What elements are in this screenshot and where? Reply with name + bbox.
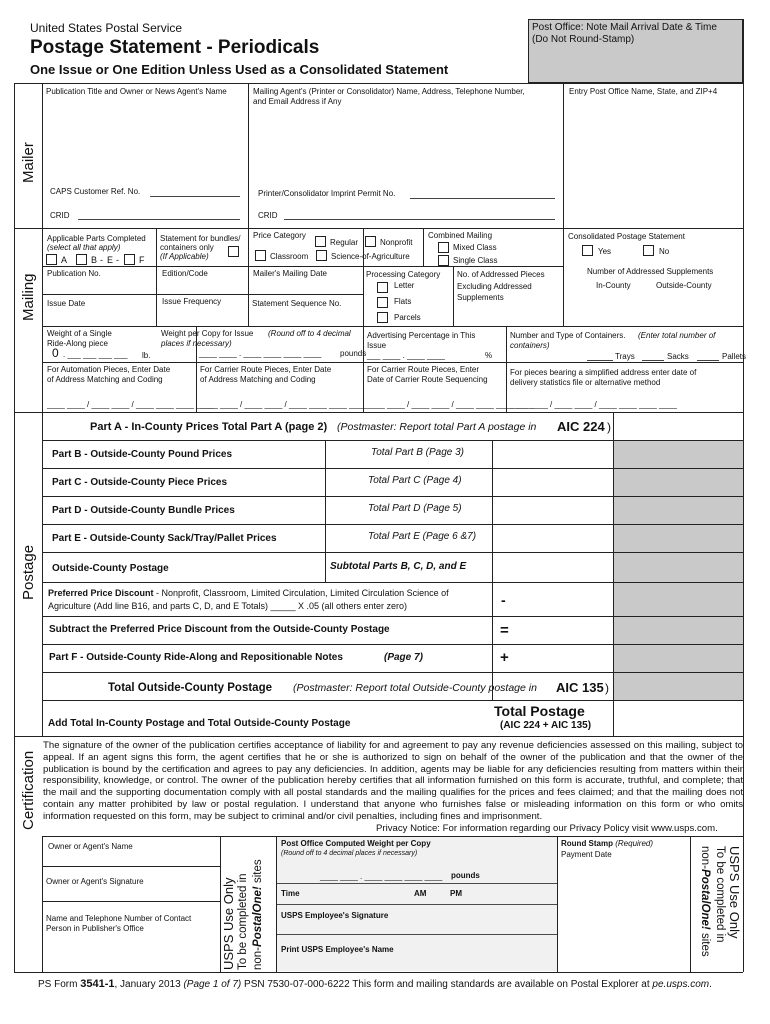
part-f-checkbox[interactable] (124, 254, 135, 265)
edition-code-field[interactable] (157, 279, 247, 293)
carrier-seq-date-label: For Carrier Route Pieces, Enter (367, 365, 480, 374)
preferred-discount-label (48, 588, 449, 599)
owner-agent-name-label: Owner or Agent's Name (48, 842, 133, 851)
weight-single-zero: 0 (52, 346, 59, 360)
part-c-label: Part C - Outside-County Piece Prices (52, 477, 228, 488)
part-b-page-ref: Total Part B (Page 3) (371, 447, 465, 458)
statement-bundles-checkbox[interactable] (228, 246, 239, 257)
statement-bundles-label: Statement for bundles/ (160, 234, 241, 243)
payment-date-label: Payment Date (561, 850, 612, 859)
part-d-amount-field[interactable] (493, 497, 612, 523)
sites-suffix-left: sites (252, 859, 264, 887)
issue-date-field[interactable] (43, 309, 155, 325)
mailing-agent-label-line2: and Email Address if Any (253, 97, 342, 106)
agency-name: United States Postal Service (30, 21, 183, 35)
part-b-amount-field[interactable] (493, 441, 612, 467)
combined-mailing-label: Combined Mailing (428, 231, 493, 240)
advertising-label: Advertising Percentage in This (367, 331, 476, 340)
addressed-pieces-label: No. of Addressed Pieces (457, 270, 545, 279)
print-employee-name-label: Print USPS Employee's Name (281, 945, 394, 954)
parcels-checkbox[interactable] (377, 312, 388, 323)
science-agri-label: Science-of-Agriculture (331, 252, 410, 261)
usps-completed-in-left: To be completed in (237, 873, 249, 970)
part-a-label: A (61, 255, 68, 265)
contact-person-field[interactable] (43, 935, 219, 971)
contact-person-label: Name and Telephone Number of Contact (46, 914, 192, 923)
weight-per-copy-note2: places if necessary) (161, 339, 232, 348)
part-e-label: Part E - Outside-County Sack/Tray/Pallet Prices (52, 533, 277, 544)
part-b-letter: B (91, 255, 98, 265)
add-total-label: Add Total In-County Postage and Total Outside-County Postage (48, 718, 351, 729)
part-a-checkbox[interactable] (46, 254, 57, 265)
subtract-discount-label: Subtract the Preferred Price Discount from the Outside-County Postage (49, 624, 390, 635)
section-label-mailer: Mailer (20, 142, 37, 183)
pallets-field[interactable] (697, 360, 719, 361)
subtotal-amount-field[interactable] (493, 553, 612, 581)
section-label-certification: Certification (20, 750, 37, 830)
trays-field[interactable] (587, 360, 613, 361)
advertising-percent-sign: % (485, 351, 493, 360)
single-class-label: Single Class (453, 256, 498, 265)
mixed-class-label: Mixed Class (453, 243, 497, 252)
single-class-checkbox[interactable] (438, 255, 449, 266)
arrival-note-line1: Post Office: Note Mail Arrival Date & Time (532, 22, 717, 33)
sacks-field[interactable] (642, 360, 664, 361)
owner-agent-name-field[interactable] (43, 852, 219, 865)
flats-checkbox[interactable] (377, 297, 388, 308)
equals-sign: = (500, 622, 509, 639)
edition-code-label: Edition/Code (162, 269, 208, 278)
part-bef-dash2: - (116, 255, 119, 265)
part-d-label: Part D - Outside-County Bundle Prices (52, 505, 235, 516)
regular-label: Regular (330, 238, 359, 247)
issue-date-label: Issue Date (47, 299, 86, 308)
publication-title-field[interactable] (43, 97, 247, 187)
issue-frequency-field[interactable] (157, 307, 247, 325)
part-b-label: Part B - Outside-County Pound Prices (52, 449, 233, 460)
preferred-discount-amount-field[interactable] (514, 583, 612, 615)
nonprofit-checkbox[interactable] (365, 236, 376, 247)
advertising-label2: Issue (367, 341, 387, 350)
part-f-amount-field[interactable] (514, 645, 612, 671)
weight-single-unit: lb. (142, 351, 151, 360)
mailers-mailing-date-field[interactable] (249, 279, 362, 293)
containers-hint: (Enter total number of (638, 331, 716, 340)
crid-right-field[interactable] (284, 219, 555, 220)
part-f-label: Part F - Outside-County Ride-Along and Repositionable Notes (49, 652, 343, 663)
classroom-label: Classroom (270, 252, 309, 261)
total-postage-aic: (AIC 224 + AIC 135) (500, 720, 592, 731)
flats-label: Flats (394, 297, 412, 306)
addressed-pieces-label2: Excluding Addressed (457, 282, 532, 291)
usps-employee-signature-label: USPS Employee's Signature (281, 911, 389, 920)
nonprofit-label: Nonprofit (380, 238, 413, 247)
carrier-seq-date-field[interactable]: ____ ____ / ____ ____ / ____ ____ ____ ____ (367, 400, 534, 409)
usps-non-postalone-right (698, 846, 711, 957)
weight-per-copy-label: Weight per Copy for Issue (161, 329, 254, 338)
arrival-note-line2: (Do Not Round-Stamp) (532, 34, 635, 45)
time-label: Time (281, 889, 300, 898)
postalone-brand-right: PostalOne! (699, 869, 711, 930)
statement-sequence-field[interactable] (249, 309, 362, 325)
po-weight-field[interactable]: ____ ____ . ____ ____ ____ ____ (320, 872, 443, 881)
postalone-brand-left: PostalOne! (252, 886, 264, 947)
regular-checkbox[interactable] (315, 236, 326, 247)
in-county-supplements-field[interactable] (576, 292, 646, 324)
total-outside-county-paren: ) (605, 681, 609, 695)
total-outside-county-label: Total Outside-County Postage (108, 682, 272, 694)
weight-single-field[interactable]: . ___ ___ ___ ___ (63, 350, 128, 359)
sacks-label: Sacks (667, 352, 689, 361)
weight-per-copy-field[interactable]: ____ ____ . ____ ____ ____ ____ (199, 349, 322, 358)
footer-form-number: 3541-1 (80, 978, 115, 990)
in-county-label: In-County (596, 281, 631, 290)
containers-hint2: containers) (510, 341, 550, 350)
footer-period: . (709, 979, 712, 990)
printer-permit-label: Printer/Consolidator Imprint Permit No. (258, 189, 396, 198)
usps-completed-in-right: To be completed in (714, 846, 726, 943)
issue-frequency-label: Issue Frequency (162, 297, 222, 306)
time-field[interactable] (305, 886, 410, 902)
statement-bundles-hint: (If Applicable) (160, 252, 209, 261)
entry-post-office-field[interactable] (564, 97, 742, 227)
footer (38, 978, 712, 991)
part-a-paren: ) (607, 420, 611, 434)
outside-county-supplements-field[interactable] (652, 292, 732, 324)
round-stamp-bold: Round Stamp (561, 839, 613, 848)
processing-category-label: Processing Category (366, 270, 441, 279)
footer-date: , January 2013 (114, 979, 184, 990)
total-postage-amount-field[interactable] (614, 701, 742, 735)
usps-use-only-title-left: USPS Use Only (221, 877, 236, 970)
mixed-class-checkbox[interactable] (438, 242, 449, 253)
po-weight-hint: (Round off to 4 decimal places if necessary) (281, 850, 418, 857)
part-a-amount-field[interactable] (614, 413, 742, 439)
footer-ps-form: PS Form (38, 979, 81, 990)
footer-url[interactable]: pe.usps.com (652, 979, 710, 990)
usps-employee-signature-field[interactable] (277, 921, 556, 933)
privacy-notice: Privacy Notice: For information regarding our Privacy Policy visit www.usps.com. (376, 823, 718, 834)
crid-right-label: CRID (258, 211, 278, 220)
carrier-route-date-label2: of Address Matching and Coding (200, 375, 316, 384)
addressed-pieces-label3: Supplements (457, 293, 504, 302)
simplified-address-label: For pieces bearing a simplified address enter date of (510, 368, 697, 377)
total-outside-county-note: (Postmaster: Report total Outside-County postage in (293, 682, 537, 694)
part-d-page-ref: Total Part D (Page 5) (368, 503, 462, 514)
part-a-aic: AIC 224 (557, 419, 605, 434)
publication-no-field[interactable] (43, 279, 155, 293)
simplified-address-date-field[interactable]: ____ ____ / ____ ____ / ____ ____ ____ ____ (510, 400, 677, 409)
footer-psn: PSN 7530-07-000-6222 This form and mailing standards are available on Postal Explorer at (241, 979, 653, 990)
automation-date-label2: of Address Matching and Coding (47, 375, 163, 384)
weight-per-copy-note: (Round off to 4 decimal (268, 329, 351, 338)
weight-single-label: Weight of a Single (47, 329, 112, 338)
non-prefix-right: non- (699, 846, 711, 870)
caps-ref-field[interactable] (150, 196, 240, 197)
consolidated-statement-label: Consolidated Postage Statement (568, 232, 685, 241)
pallets-label: Pallets (722, 352, 747, 361)
publication-no-label: Publication No. (47, 269, 101, 278)
part-a-label: Part A - In-County Prices Total Part A (page 2) (90, 421, 328, 433)
print-employee-name-field[interactable] (277, 955, 556, 971)
owner-agent-signature-field[interactable] (43, 887, 219, 900)
outside-county-postage-label: Outside-County Postage (52, 563, 169, 574)
addressed-pieces-field[interactable] (454, 305, 562, 325)
price-category-label: Price Category (253, 231, 306, 240)
carrier-seq-date-label2: Date of Carrier Route Sequencing (367, 375, 488, 384)
form-subtitle: One Issue or One Edition Unless Used as a Consolidated Statement (30, 62, 449, 77)
consolidated-yes-checkbox[interactable] (582, 245, 593, 256)
po-weight-label: Post Office Computed Weight per Copy (281, 839, 431, 848)
mailing-agent-label-line1: Mailing Agent's (Printer or Consolidator) Name, Address, Telephone Number, (253, 87, 525, 96)
sites-suffix-right: sites (699, 929, 711, 957)
carrier-route-date-label: For Carrier Route Pieces, Enter Date (200, 365, 332, 374)
entry-post-office-label: Entry Post Office Name, State, and ZIP+4 (569, 87, 718, 96)
round-stamp-required: (Required) (615, 839, 654, 848)
publication-title-label: Publication Title and Owner or News Agent's Name (46, 87, 227, 96)
classroom-checkbox[interactable] (255, 250, 266, 261)
statement-sequence-label: Statement Sequence No. (252, 299, 342, 308)
preferred-discount-bold: Preferred Price Discount (48, 588, 154, 598)
crid-left-label: CRID (50, 211, 70, 220)
non-prefix-left: non- (252, 946, 264, 970)
part-bef-checkbox[interactable] (76, 254, 87, 265)
science-agri-checkbox[interactable] (316, 250, 327, 261)
trays-label: Trays (615, 352, 635, 361)
minus-sign: - (501, 592, 506, 608)
mailing-agent-field[interactable] (249, 107, 562, 187)
plus-sign: + (500, 649, 509, 666)
contact-person-label2: Person in Publisher's Office (46, 924, 144, 933)
section-label-mailing: Mailing (20, 273, 37, 321)
consolidated-no-label: No (659, 247, 670, 256)
part-e-amount-field[interactable] (493, 525, 612, 551)
crid-left-field[interactable] (78, 219, 240, 220)
usps-non-postalone-left (252, 859, 265, 970)
containers-label: Number and Type of Containers. (510, 331, 626, 340)
po-weight-unit: pounds (451, 871, 480, 880)
printer-permit-field[interactable] (410, 198, 555, 199)
letter-label: Letter (394, 281, 415, 290)
number-supplements-label: Number of Addressed Supplements (587, 267, 714, 276)
simplified-address-label2: delivery statistics file or alternative method (510, 378, 661, 387)
net-outside-county-amount-field[interactable] (514, 617, 612, 643)
part-f-label: F (139, 255, 145, 265)
owner-agent-signature-label: Owner or Agent's Signature (46, 877, 144, 886)
consolidated-yes-label: Yes (598, 247, 612, 256)
preferred-discount-line2: Agriculture (Add line B16, and parts C, D, and E Totals) _____ X .05 (all others enter zero) (48, 601, 408, 611)
consolidated-no-checkbox[interactable] (643, 245, 654, 256)
part-e-page-ref: Total Part E (Page 6 &7) (368, 531, 477, 542)
total-outside-county-aic: AIC 135 (556, 680, 604, 695)
preferred-discount-rest: - Nonprofit, Classroom, Limited Circulation, Limited Circulation Science of (153, 588, 449, 598)
part-e-letter: E (107, 255, 114, 265)
am-label: AM (414, 889, 427, 898)
postmaster-gray-column (613, 440, 743, 700)
part-a-note: (Postmaster: Report total Part A postage in (337, 421, 537, 433)
part-bef-dash1: - (100, 255, 103, 265)
part-c-amount-field[interactable] (493, 469, 612, 495)
automation-date-label: For Automation Pieces, Enter Date (47, 365, 171, 374)
round-stamp-label (561, 839, 653, 849)
letter-checkbox[interactable] (377, 282, 388, 293)
statement-bundles-label2: containers only (160, 243, 214, 252)
certification-text: The signature of the owner of the publication certifies acceptance of liability for and agreement to pay any revenue deficiencies assessed on this mailing, subject to appeal. If an agent signs this form, the agent certifies that he or she is authorized to sign on behalf of the owner of the publication and that the owner of the publication is bound by the certification and agrees to pay any deficiencies. In addition, agents may be liable for any deficiencies resulting from matters within their responsibility, knowledge, or control. The owner of the publication hereby certifies that all information furnished on this form is accurate, truthful, and complete; that the mail and the supporting documentation comply with all postal standards and the mailing qualifies for the prices and fees claimed; and that the mailing does not contain any matter prohibited by law or postal regulation. I understand that anyone who furnishes false or misleading information on this form or who omits information requested on this form, may be subject to criminal and/or civil penalties, including fines and imprisonment. (43, 740, 743, 822)
usps-use-only-title-right: USPS Use Only (727, 846, 742, 939)
total-postage-label: Total Postage (494, 703, 585, 719)
round-stamp-area[interactable] (558, 861, 689, 971)
form-title: Postage Statement - Periodicals (30, 37, 320, 58)
weight-single-label2: Ride-Along piece (47, 339, 108, 348)
mailers-mailing-date-label: Mailer's Mailing Date (253, 269, 327, 278)
section-label-postage: Postage (20, 544, 37, 600)
part-f-page: (Page 7) (384, 652, 423, 663)
footer-page: (Page 1 of 7) (183, 979, 242, 990)
applicable-parts-label: Applicable Parts Completed (47, 234, 146, 243)
outside-county-label: Outside-County (656, 281, 712, 290)
advertising-field[interactable]: ___ ____ . ____ ____ (367, 351, 445, 360)
part-c-page-ref: Total Part C (Page 4) (368, 475, 462, 486)
subtotal-bcde-label: Subtotal Parts B, C, D, and E (330, 561, 467, 572)
automation-date-field[interactable]: ____ ____ / ____ ____ / ____ ____ ____ ____ (47, 400, 214, 409)
carrier-route-date-field[interactable]: ____ ____ / ____ ____ / ____ ____ ____ ____ (200, 400, 367, 409)
parcels-label: Parcels (394, 313, 421, 322)
applicable-parts-hint: (select all that apply) (47, 243, 121, 252)
caps-ref-label: CAPS Customer Ref. No. (50, 187, 141, 196)
pm-label: PM (450, 889, 462, 898)
weight-per-copy-unit: pounds (340, 349, 367, 358)
